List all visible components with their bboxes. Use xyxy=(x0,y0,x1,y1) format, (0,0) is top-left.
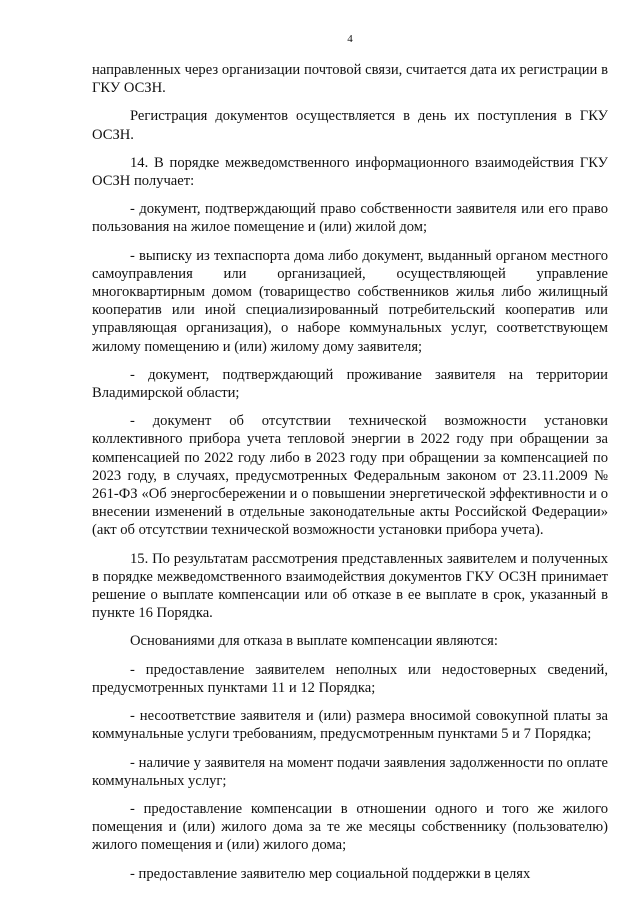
list-item-ownership-document: - документ, подтверждающий право собственности заявителя или его право пользования на жилое помещение и (или) жилой дом; xyxy=(92,201,608,236)
list-item-incomplete-info: - предоставление заявителем неполных или недостоверных сведений, предусмотренных пунктами 11 и 12 Порядка; xyxy=(92,661,608,696)
list-item-duplicate-compensation: - предоставление компенсации в отношении одного и того же жилого помещения и (или) жилого дома за те же месяцы собственнику (пользователю) жилого помещения и (или) жилого дома; xyxy=(92,800,608,854)
paragraph-item-15: 15. По результатам рассмотрения представленных заявителем и полученных в порядке межведомственного взаимодействия документов ГКУ ОСЗН принимает решение о выплате компенсации или об отказе в ее выплате в срок, указанный в пункте 16 Порядка. xyxy=(92,550,608,622)
paragraph-registration-date: направленных через организации почтовой связи, считается дата их регистрации в ГКУ ОСЗН. xyxy=(92,62,608,97)
paragraph-refusal-grounds: Основаниями для отказа в выплате компенсации являются: xyxy=(130,633,498,650)
list-item-techpassport-extract: - выписку из техпаспорта дома либо документ, выданный органом местного самоуправления или организацией, осуществляющей управление многоквартирным домом (товарищество собственников жилья либо жилищный кооператив или иной специализированный потребительский кооператив или управляющая организация), о наборе коммунальных услуг, соответствующем жилому помещению и (или) жилому дому заявителя; xyxy=(92,247,608,355)
list-item-residence-document: - документ, подтверждающий проживание заявителя на территории Владимирской области; xyxy=(92,366,608,402)
paragraph-registration-day: Регистрация документов осуществляется в день их поступления в ГКУ ОСЗН. xyxy=(92,108,608,143)
list-item-social-support: - предоставление заявителю мер социальной поддержки в целях xyxy=(130,865,531,882)
paragraph-item-14: 14. В порядке межведомственного информационного взаимодействия ГКУ ОСЗН получает: xyxy=(92,154,608,190)
document-body xyxy=(92,61,608,893)
list-item-nonconformity: - несоответствие заявителя и (или) размера вносимой совокупной платы за коммунальные услуги требованиям, предусмотренным пунктами 5 и 7 Порядка; xyxy=(92,708,608,743)
list-item-meter-absence-act: - документ об отсутствии технической возможности установки коллективного прибора учета тепловой энергии в 2022 году при обращении за компенсацией по 2022 году либо в 2023 году при обращении за компенсацией по 2023 году, в случаях, предусмотренных Федеральным законом от 23.11.2009 № 261-ФЗ «Об энергосбережении и о повышении энергетической эффективности и о внесении изменений в отдельные законодательные акты Российской Федерации» (акт об отсутствии технической возможности установки прибора учета). xyxy=(92,413,608,539)
list-item-debt: - наличие у заявителя на момент подачи заявления задолженности по оплате коммунальных услуг; xyxy=(92,754,608,789)
page-number: 4 xyxy=(347,33,353,45)
